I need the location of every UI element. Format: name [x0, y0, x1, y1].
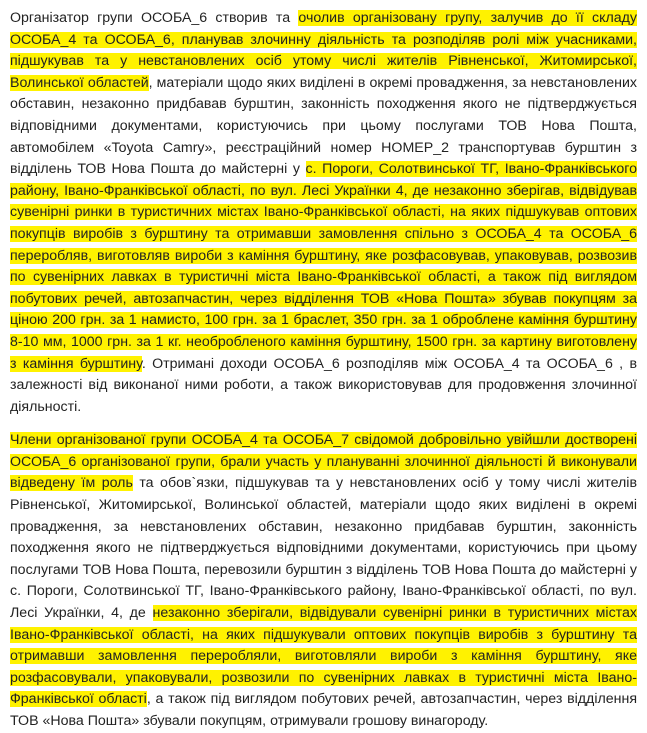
text-segment: , а також під виглядом побутових речей, автозапчастин, через відділення ТОВ «Нова Пошта» збували покупцям, отримували грошову винагороду.: [10, 691, 638, 729]
highlighted-segment: Члени організованої групи ОСОБА_4 та ОСОБА_7 свідомой добровільно увійшли достворені ОСОБА_6 організованої групи, брали участь у плануванні злочинної діяльності й виконували відведену їм роль: [10, 432, 637, 492]
paragraph-1: [10, 8, 637, 418]
text-segment: . Отримані доходи ОСОБА_6 розподіляв між ОСОБА_4 та ОСОБА_6 , в залежності від виконаної ними роботи, а також використовував для продовження злочинної діяльності.: [10, 355, 637, 415]
text-segment: та обов`язки, підшукував та у невстановлених осіб у тому числі жителів Рівненської, Житомирської, Волинської областей, матеріали щодо яких виділені в окремі провадження, за невстановлених обставин, незаконно придбавав бурштин, законність походження якого не підтверджується відповідними документами, користуючись при цьому послугами ТОВ Нова Пошта, перевозили бурштин з відділень ТОВ Нова Пошта до майстерні у с. Пороги, Солотвинської ТГ, Івано-Франківського району, Івано-Франківської області, по вул. Лесі Українки, 4, де: [10, 475, 637, 622]
document-body: [10, 8, 637, 733]
highlighted-segment: очолив організовану групу, залучив до її складу ОСОБА_4 та ОСОБА_6, планував злочинну діяльність та розподіляв ролі між учасниками, підшукував та у невстановлених осіб утому числі жителів Рівненської, Житомирської, Волинської областей: [10, 10, 637, 91]
text-segment: Організатор групи ОСОБА_6 створив та: [10, 10, 299, 26]
highlighted-segment: с. Пороги, Солотвинської ТГ, Івано-Франківського району, Івано-Франківської області, по вул. Лесі Українки 4, де незаконно зберігав, відвідував сувенірні ринки в туристичних містах Івано-Франківської області, на яких підшукував оптових покупців виробів з бурштину та отримавши замовлення спільно з ОСОБА_4 та ОСОБА_6 переробляв, виготовляв вироби з каміння бурштину, яке розфасовував, упаковував, розвозив по сувенірних лавках в туристичні міста Івано-Франківської області, а також під виглядом побутових речей, автозапчастин, через відділення ТОВ «Нова Пошта» збував покупцям за ціною 200 грн. за 1 намисто, 100 грн. за 1 браслет, 350 грн. за 1 оброблене каміння бурштину 8-10 мм, 1000 грн. за 1 кг. необробленого каміння бурштину, 1500 грн. за картину виготовлену з каміння бурштину: [10, 161, 637, 372]
text-segment: , матеріали щодо яких виділені в окремі провадження, за невстановлених обставин, незаконно придбавав бурштин, законність походження якого не підтверджується відповідними документами, користуючись при цьому послугами ТОВ Нова Пошта, автомобілем «Toyota Camry», реєстраційний номер НОМЕР_2 транспортував бурштин з відділень ТОВ Нова Пошта до майстерні у: [10, 74, 637, 178]
highlighted-segment: незаконно зберігали, відвідували сувенірні ринки в туристичних містах Івано-Франківської області, на яких підшукували оптових покупців виробів з бурштину та отримавши замовлення переробляли, виготовляли вироби з каміння бурштину, яке розфасовували, упаковували, розвозили по сувенірних лавках в туристичні міста Івано-Франківської області: [10, 605, 637, 708]
paragraph-2: [10, 430, 637, 732]
